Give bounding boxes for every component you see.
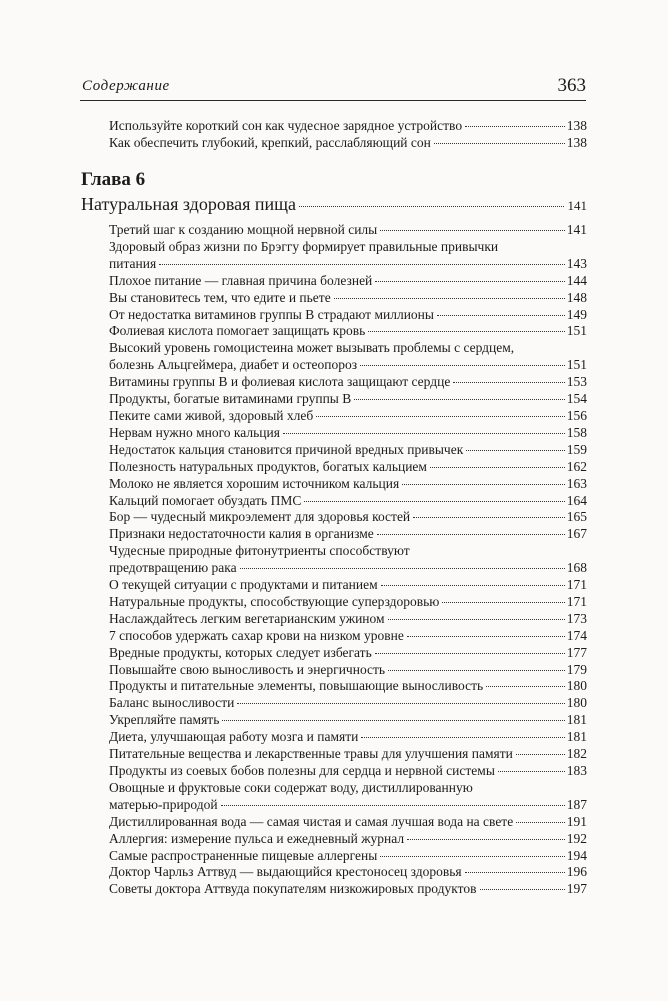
toc-entry[interactable] (109, 459, 587, 476)
toc-entry[interactable] (109, 526, 587, 543)
toc-entry-title: Полезность натуральных продуктов, богатых кальцием (109, 458, 427, 474)
toc-entry-title: Вы становитесь тем, что едите и пьете (109, 289, 331, 305)
toc-entry-title: питания (109, 255, 157, 271)
dot-leader (434, 143, 565, 144)
toc-entry-page: 162 (566, 458, 587, 474)
toc-entry-title: Витамины группы В и фолиевая кислота защищают сердце (109, 374, 451, 390)
page-number: 363 (557, 75, 586, 96)
dot-leader (283, 433, 565, 434)
dot-leader (375, 281, 564, 282)
toc-entry[interactable] (109, 222, 587, 239)
dot-leader (413, 517, 565, 518)
toc-entry[interactable] (109, 746, 587, 763)
toc-entry-page: 163 (566, 475, 587, 491)
toc-entry-title: Вредные продукты, которых следует избегать (109, 644, 372, 660)
dot-leader (221, 805, 565, 806)
running-header (80, 70, 586, 101)
dot-leader (240, 568, 565, 569)
toc-entry-title: Кальций помогает обуздать ПМС (109, 492, 302, 508)
toc-entry-page: 151 (566, 323, 587, 339)
toc-entry[interactable] (109, 729, 587, 746)
toc-entry[interactable] (109, 135, 587, 152)
toc-entry-title: 7 способов удержать сахар крови на низком уровне (109, 627, 404, 643)
dot-leader (486, 686, 565, 687)
toc-entry-page: 149 (566, 306, 587, 322)
toc-entry-page: 187 (566, 796, 587, 812)
dot-leader (380, 856, 564, 857)
toc-entry-title: болезнь Альцгеймера, диабет и остеопороз (109, 357, 358, 373)
dot-leader (334, 298, 565, 299)
dot-leader (377, 534, 565, 535)
toc-entry-title: Аллергия: измерение пульса и ежедневный журнал (109, 830, 405, 846)
section-title: Содержание (82, 78, 170, 94)
toc-entry-title: Третий шаг к созданию мощной нервной силы (109, 222, 378, 237)
toc-entry-title: матерью-природой (109, 796, 218, 812)
toc-entry-page: 167 (566, 526, 587, 542)
toc-entry-page: 141 (566, 222, 587, 237)
toc-entry-page: 171 (566, 577, 587, 593)
toc-entry-page: 158 (566, 424, 587, 440)
chapter-label: Глава 6 (81, 169, 146, 190)
dot-leader (465, 872, 565, 873)
toc-entry[interactable] (109, 118, 587, 135)
toc-entry-title: Продукты из соевых бобов полезны для сердца и нервной системы (109, 763, 495, 778)
toc-entry[interactable] (109, 611, 587, 628)
toc-entry[interactable] (109, 848, 587, 865)
dot-leader (380, 230, 565, 231)
toc-entry[interactable] (109, 881, 587, 898)
toc-entry[interactable] (109, 273, 587, 290)
toc-entry-title: Недостаток кальция становится причиной вредных привычек (109, 441, 464, 457)
toc-entry[interactable] (109, 543, 587, 577)
dot-leader (368, 331, 564, 332)
toc-entry[interactable] (109, 662, 587, 679)
dot-leader (437, 315, 565, 316)
toc-entry[interactable] (109, 391, 587, 408)
dot-leader (375, 653, 565, 654)
toc-entry-page: 181 (566, 712, 587, 728)
toc-entry-page: 153 (566, 374, 587, 390)
toc-entry-title: Самые распространенные пищевые аллергены (109, 847, 378, 863)
toc-entry[interactable] (109, 712, 587, 729)
toc-entry-title: предотвращению рака (109, 560, 237, 576)
toc-entry-title-line: Овощные и фруктовые соки содержат воду, дистиллированную (109, 779, 473, 795)
toc-entry-page: 183 (566, 763, 587, 778)
dot-leader (361, 737, 564, 738)
toc-entry[interactable] (109, 476, 587, 493)
toc-entry-title: Фолиевая кислота помогает защищать кровь (109, 323, 366, 339)
dot-leader (407, 636, 565, 637)
toc-entry-page: 144 (566, 272, 587, 288)
toc-entry[interactable] (109, 425, 587, 442)
toc-entry-page: 197 (566, 881, 587, 897)
toc-entry-title: Используйте короткий сон как чудесное зарядное устройство (109, 118, 463, 133)
dot-leader (304, 501, 564, 502)
dot-leader (360, 365, 565, 366)
toc-entry-title: Питательные вещества и лекарственные травы для улучшения памяти (109, 746, 513, 762)
toc-entry-page: 196 (566, 864, 587, 880)
toc-entry-page: 173 (566, 610, 587, 626)
toc-entry-title: Доктор Чарльз Аттвуд — выдающийся крестоносец здоровья (109, 864, 462, 880)
toc-entry[interactable] (109, 290, 587, 307)
chapter-page: 141 (567, 198, 587, 213)
toc-entry-title: Плохое питание — главная причина болезней (109, 272, 373, 288)
top-entry-list (109, 118, 587, 152)
toc-entry[interactable] (109, 814, 587, 831)
toc-entry-title-line: Чудесные природные фитонутриенты способствуют (109, 543, 410, 559)
toc-entry-page: 143 (566, 255, 587, 271)
toc-entry[interactable] (109, 577, 587, 594)
dot-leader (299, 206, 564, 207)
toc-entry-title: Дистиллированная вода — самая чистая и самая лучшая вода на свете (109, 813, 514, 829)
toc-entry-page: 138 (566, 134, 587, 150)
dot-leader (388, 670, 565, 671)
toc-entry[interactable] (109, 678, 587, 695)
dot-leader (354, 399, 564, 400)
toc-entry-title: Советы доктора Аттвуда покупателям низкожировых продуктов (109, 881, 477, 897)
dot-leader (498, 771, 565, 772)
toc-entry-title: Продукты, богатые витаминами группы В (109, 391, 352, 407)
toc-entry-page: 165 (566, 509, 587, 525)
toc-entry-title: Натуральные продукты, способствующие суперздоровью (109, 593, 440, 609)
toc-entry[interactable] (109, 628, 587, 645)
toc-entry-page: 180 (566, 695, 587, 711)
dot-leader (402, 484, 565, 485)
toc-entry-title: Наслаждайтесь легким вегетарианским ужином (109, 610, 385, 626)
toc-entry-title: Молоко не является хорошим источником кальция (109, 475, 400, 491)
toc-entry-page: 164 (566, 492, 587, 508)
dot-leader (381, 585, 565, 586)
toc-entry-page: 174 (566, 627, 587, 643)
toc-entry[interactable] (109, 864, 587, 881)
toc-entry-title: Продукты и питательные элементы, повышающие выносливость (109, 678, 484, 694)
toc-entry-title: Повышайте свою выносливость и энергичность (109, 661, 386, 677)
toc-entry-page: 191 (566, 813, 587, 829)
toc-entry-title: Как обеспечить глубокий, крепкий, расслабляющий сон (109, 134, 431, 150)
dot-leader (516, 754, 565, 755)
toc-entry[interactable] (109, 695, 587, 712)
toc-entry-title-line: Здоровый образ жизни по Брэггу формирует правильные привычки (109, 238, 499, 254)
dot-leader (222, 720, 564, 721)
toc-entry[interactable] (109, 509, 587, 526)
toc-entry-title: Диета, улучшающая работу мозга и памяти (109, 729, 359, 745)
toc-entry-title: Укрепляйте память (109, 712, 220, 728)
dot-leader (480, 889, 565, 890)
toc-entry-page: 182 (566, 746, 587, 762)
toc-entry-page: 194 (566, 847, 587, 863)
dot-leader (430, 467, 565, 468)
toc-entry-title: Признаки недостаточности калия в организме (109, 526, 374, 542)
dot-leader (465, 126, 565, 127)
toc-entry-page: 148 (566, 289, 587, 305)
toc-entry[interactable] (109, 374, 587, 391)
toc-entry-page: 151 (566, 357, 587, 373)
toc-entry[interactable] (109, 763, 587, 780)
toc-entry[interactable] (109, 340, 587, 374)
toc-entry-title: О текущей ситуации с продуктами и питанием (109, 577, 378, 593)
toc-entry-page: 181 (566, 729, 587, 745)
toc-entry-page: 159 (566, 441, 587, 457)
toc-entry-list (109, 222, 587, 898)
dot-leader (407, 839, 565, 840)
dot-leader (453, 382, 564, 383)
toc-entry[interactable] (109, 594, 587, 611)
dot-leader (237, 703, 564, 704)
toc-entry[interactable] (109, 493, 587, 510)
toc-entry-title: Баланс выносливости (109, 695, 235, 711)
dot-leader (442, 602, 564, 603)
toc-entry-page: 168 (566, 560, 587, 576)
toc-entry[interactable] (109, 323, 587, 340)
toc-entry[interactable] (109, 780, 587, 814)
dot-leader (159, 264, 565, 265)
dot-leader (388, 619, 565, 620)
toc-entry[interactable] (109, 831, 587, 848)
chapter-title: Натуральная здоровая пища (81, 194, 296, 214)
toc-entry-page: 180 (566, 678, 587, 694)
dot-leader (516, 822, 565, 823)
toc-entry[interactable] (109, 408, 587, 425)
toc-entry-title: Нервам нужно много кальция (109, 424, 280, 440)
chapter-title-entry[interactable] (81, 192, 587, 218)
toc-entry-title-line: Высокий уровень гомоцистеина может вызывать проблемы с сердцем, (109, 340, 515, 356)
toc-entry-page: 177 (566, 644, 587, 660)
toc-entry-page: 138 (566, 118, 587, 133)
toc-entry[interactable] (109, 239, 587, 273)
toc-entry[interactable] (109, 307, 587, 324)
toc-entry-page: 154 (566, 391, 587, 407)
dot-leader (466, 450, 564, 451)
toc-entry-page: 192 (566, 830, 587, 846)
toc-entry-page: 179 (566, 661, 587, 677)
toc-entry[interactable] (109, 442, 587, 459)
dot-leader (316, 416, 565, 417)
toc-entry-page: 156 (566, 407, 587, 423)
toc-entry-title: Бор — чудесный микроэлемент для здоровья костей (109, 509, 411, 525)
toc-entry[interactable] (109, 645, 587, 662)
toc-entry-title: От недостатка витаминов группы В страдают миллионы (109, 306, 434, 322)
toc-entry-page: 171 (566, 593, 587, 609)
toc-entry-title: Пеките сами живой, здоровый хлеб (109, 407, 314, 423)
